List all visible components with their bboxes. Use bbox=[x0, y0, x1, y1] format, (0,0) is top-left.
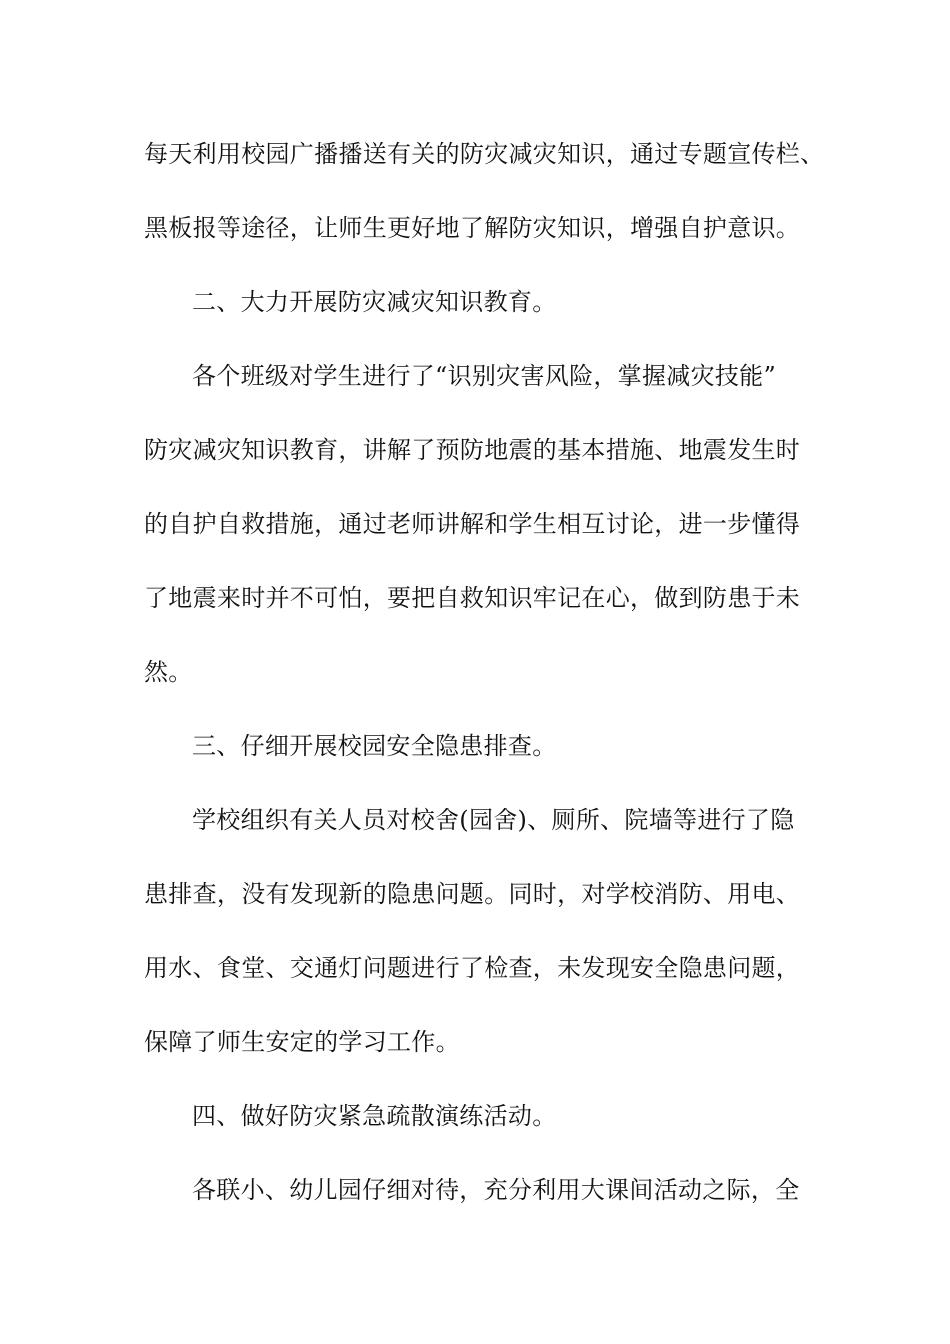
paragraph-line: 用水、食堂、交通灯问题进行了检查，未发现安全隐患问题， bbox=[144, 954, 801, 982]
paragraph-line: 每天利用校园广播播送有关的防灾减灾知识，通过专题宣传栏、 bbox=[144, 140, 825, 168]
paragraph-line: 防灾减灾知识教育，讲解了预防地震的基本措施、地震发生时 bbox=[144, 436, 801, 464]
paragraph-line: 各联小、幼儿园仔细对待，充分利用大课间活动之际，全 bbox=[192, 1176, 800, 1204]
paragraph-line: 然。 bbox=[144, 658, 193, 686]
paragraph-line: 保障了师生安定的学习工作。 bbox=[144, 1028, 460, 1056]
paragraph-line: 了地震来时并不可怕，要把自救知识牢记在心，做到防患于未 bbox=[144, 584, 801, 612]
paragraph-line: 患排查，没有发现新的隐患问题。同时，对学校消防、用电、 bbox=[144, 880, 801, 908]
section-heading: 四、做好防灾紧急疏散演练活动。 bbox=[192, 1102, 557, 1130]
paragraph-line: 的自护自救措施，通过老师讲解和学生相互讨论，进一步懂得 bbox=[144, 510, 801, 538]
section-heading: 二、大力开展防灾减灾知识教育。 bbox=[192, 288, 557, 316]
paragraph-line: 各个班级对学生进行了“识别灾害风险，掌握减灾技能” bbox=[192, 362, 777, 390]
paragraph-line: 黑板报等途径，让师生更好地了解防灾知识，增强自护意识。 bbox=[144, 214, 801, 242]
section-heading: 三、仔细开展校园安全隐患排查。 bbox=[192, 732, 557, 760]
paragraph-line: 学校组织有关人员对校舍(园舍)、厕所、院墙等进行了隐 bbox=[192, 806, 795, 834]
